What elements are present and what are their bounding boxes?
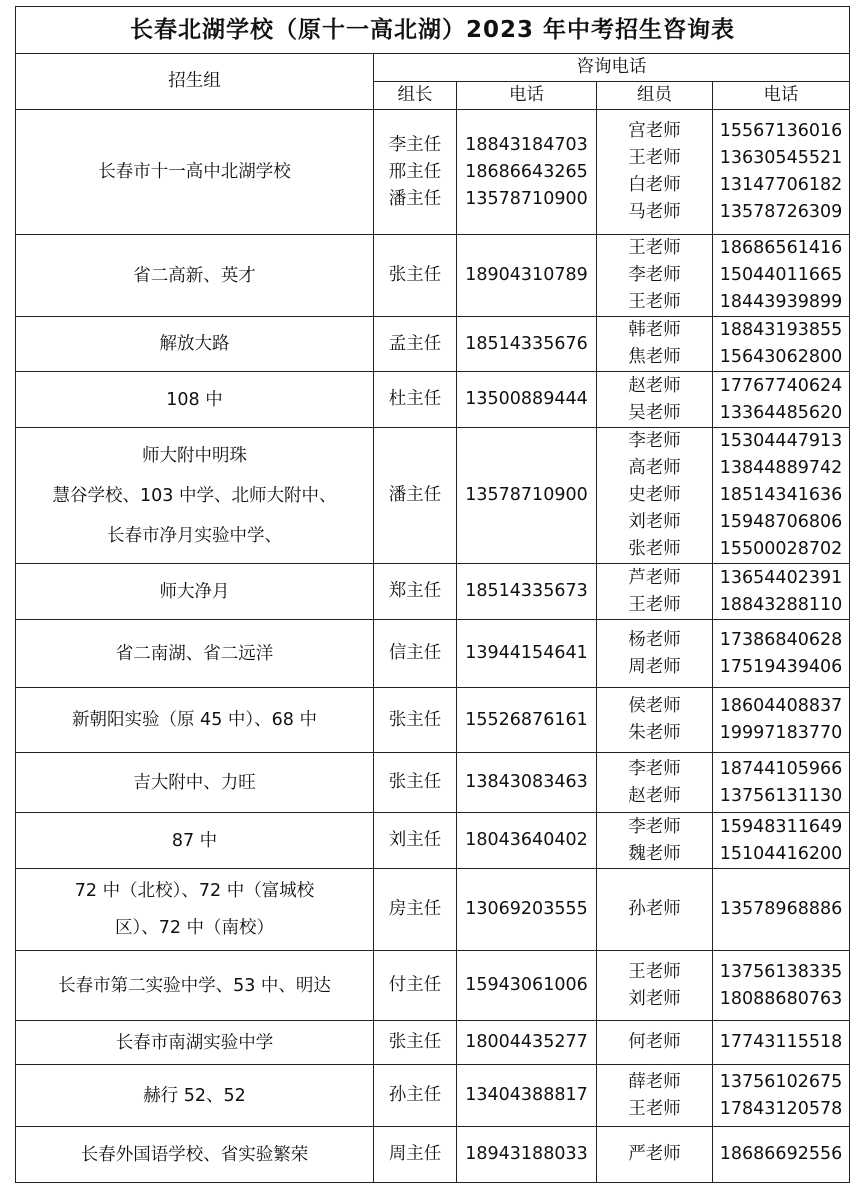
leader-phone-cell bbox=[457, 564, 597, 620]
leader-phone-cell bbox=[457, 951, 597, 1021]
leader-phone-cell bbox=[457, 753, 597, 813]
member-phone: 18604408837 bbox=[719, 696, 843, 716]
header-leader-phone: 电话 bbox=[457, 82, 597, 110]
leader-cell bbox=[374, 110, 457, 235]
header-row-1 bbox=[16, 54, 850, 82]
group-cell bbox=[16, 813, 374, 869]
group-cell bbox=[16, 110, 374, 235]
member-name: 李老师 bbox=[628, 816, 681, 837]
leader-phone: 13578710900 bbox=[465, 485, 588, 505]
group-cell bbox=[16, 428, 374, 564]
leader-phone: 18943188033 bbox=[465, 1144, 588, 1164]
table-row bbox=[16, 1021, 850, 1065]
leader-name: 刘主任 bbox=[388, 830, 442, 850]
member-name: 高老师 bbox=[628, 458, 681, 478]
member-name: 白老师 bbox=[628, 175, 681, 195]
member-name: 孙老师 bbox=[628, 899, 681, 919]
leader-cell bbox=[374, 1127, 457, 1183]
member-name: 薛老师 bbox=[628, 1071, 681, 1092]
member-phone: 15304447913 bbox=[719, 431, 843, 451]
member-phone: 15643062800 bbox=[719, 347, 843, 367]
table-body bbox=[16, 110, 850, 1183]
leader-phone: 18686643265 bbox=[465, 161, 588, 182]
member-phone: 17843120578 bbox=[719, 1098, 843, 1119]
header-consult-phone: 咨询电话 bbox=[374, 54, 850, 82]
table-row bbox=[16, 869, 850, 951]
member-phone: 18088680763 bbox=[719, 988, 843, 1009]
group-name: 长春市南湖实验中学 bbox=[115, 1032, 274, 1053]
member-cell bbox=[597, 869, 713, 951]
member-phone: 13364485620 bbox=[719, 402, 843, 423]
leader-phone: 13404388817 bbox=[465, 1085, 588, 1105]
leader-phone-cell bbox=[457, 813, 597, 869]
header-member-phone: 电话 bbox=[713, 82, 850, 110]
header-group: 招生组 bbox=[16, 54, 374, 110]
leader-phone: 15943061006 bbox=[465, 975, 588, 995]
leader-name: 张主任 bbox=[388, 709, 442, 730]
group-cell bbox=[16, 1127, 374, 1183]
member-name: 马老师 bbox=[628, 202, 681, 222]
member-phone-cell bbox=[713, 1065, 850, 1127]
group-name: 区）、72 中（南校） bbox=[114, 917, 275, 938]
group-name: 慧谷学校、103 中学、北师大附中、 bbox=[52, 485, 337, 506]
member-phone: 18744105966 bbox=[719, 758, 843, 779]
leader-name: 郑主任 bbox=[388, 581, 442, 601]
leader-cell bbox=[374, 428, 457, 564]
member-phone-cell bbox=[713, 110, 850, 235]
member-phone: 13756131130 bbox=[719, 785, 843, 806]
member-name: 杨老师 bbox=[628, 629, 681, 650]
table-row bbox=[16, 813, 850, 869]
member-phone: 18843193855 bbox=[719, 320, 843, 340]
leader-phone: 15526876161 bbox=[465, 709, 588, 730]
group-name: 长春外国语学校、省实验繁荣 bbox=[80, 1144, 309, 1165]
leader-phone: 13069203555 bbox=[465, 899, 588, 919]
leader-phone-cell bbox=[457, 869, 597, 951]
table-row bbox=[16, 317, 850, 372]
leader-cell bbox=[374, 1021, 457, 1065]
member-phone: 13147706182 bbox=[719, 175, 843, 195]
member-name: 李老师 bbox=[628, 758, 681, 779]
table-row bbox=[16, 1127, 850, 1183]
header-leader: 组长 bbox=[374, 82, 457, 110]
member-phone: 15948706806 bbox=[719, 512, 843, 532]
leader-cell bbox=[374, 317, 457, 372]
member-name: 宫老师 bbox=[628, 121, 681, 141]
leader-phone-cell bbox=[457, 235, 597, 317]
group-cell bbox=[16, 564, 374, 620]
leader-phone-cell bbox=[457, 1021, 597, 1065]
title-row bbox=[16, 7, 850, 54]
member-name: 王老师 bbox=[628, 1098, 681, 1119]
member-phone-cell bbox=[713, 753, 850, 813]
leader-name: 张主任 bbox=[388, 1032, 442, 1052]
group-name: 108 中 bbox=[166, 389, 223, 410]
leader-name: 信主任 bbox=[388, 643, 442, 663]
member-name: 李老师 bbox=[628, 431, 681, 451]
table-row bbox=[16, 564, 850, 620]
leader-phone: 18043640402 bbox=[465, 830, 588, 850]
leader-phone-cell bbox=[457, 620, 597, 688]
member-phone-cell bbox=[713, 869, 850, 951]
group-cell bbox=[16, 1021, 374, 1065]
member-phone: 15948311649 bbox=[719, 816, 843, 837]
member-phone-cell bbox=[713, 564, 850, 620]
member-cell bbox=[597, 1127, 713, 1183]
member-cell bbox=[597, 564, 713, 620]
group-name: 长春市第二实验中学、53 中、明达 bbox=[58, 975, 331, 996]
member-phone-cell bbox=[713, 428, 850, 564]
leader-name: 房主任 bbox=[388, 899, 442, 919]
leader-name: 孙主任 bbox=[388, 1085, 442, 1105]
member-name: 李老师 bbox=[628, 265, 681, 285]
member-phone: 13756102675 bbox=[719, 1071, 843, 1092]
table-row bbox=[16, 372, 850, 428]
group-cell bbox=[16, 869, 374, 951]
member-name: 周老师 bbox=[628, 656, 681, 677]
member-phone: 18843288110 bbox=[719, 594, 843, 615]
member-phone-cell bbox=[713, 951, 850, 1021]
group-name: 87 中 bbox=[171, 830, 218, 851]
member-name: 韩老师 bbox=[628, 320, 681, 340]
group-name: 吉大附中、力旺 bbox=[133, 772, 256, 793]
leader-cell bbox=[374, 753, 457, 813]
group-cell bbox=[16, 317, 374, 372]
member-name: 刘老师 bbox=[628, 512, 681, 532]
group-name: 72 中（北校）、72 中（富城校 bbox=[74, 880, 315, 901]
member-phone: 13654402391 bbox=[719, 567, 843, 588]
leader-phone-cell bbox=[457, 1127, 597, 1183]
member-name: 赵老师 bbox=[628, 375, 681, 396]
table-row bbox=[16, 688, 850, 753]
member-phone: 18514341636 bbox=[719, 485, 843, 505]
member-phone: 13630545521 bbox=[719, 148, 843, 168]
member-cell bbox=[597, 317, 713, 372]
leader-phone-cell bbox=[457, 688, 597, 753]
member-name: 王老师 bbox=[628, 961, 681, 982]
leader-cell bbox=[374, 688, 457, 753]
leader-cell bbox=[374, 564, 457, 620]
leader-name: 付主任 bbox=[388, 975, 442, 995]
leader-name: 邢主任 bbox=[388, 161, 442, 182]
header-member: 组员 bbox=[597, 82, 713, 110]
member-name: 侯老师 bbox=[628, 696, 681, 716]
leader-phone: 13500889444 bbox=[465, 389, 588, 409]
member-name: 张老师 bbox=[628, 539, 681, 559]
member-cell bbox=[597, 1065, 713, 1127]
group-name: 师大净月 bbox=[159, 581, 230, 602]
leader-cell bbox=[374, 951, 457, 1021]
member-cell bbox=[597, 620, 713, 688]
member-cell bbox=[597, 428, 713, 564]
group-name: 解放大路 bbox=[159, 334, 230, 354]
member-name: 王老师 bbox=[628, 594, 681, 615]
member-phone: 17386840628 bbox=[719, 629, 843, 650]
member-cell bbox=[597, 372, 713, 428]
table-row bbox=[16, 428, 850, 564]
member-cell bbox=[597, 753, 713, 813]
leader-name: 孟主任 bbox=[388, 333, 442, 354]
member-cell bbox=[597, 813, 713, 869]
table-row bbox=[16, 951, 850, 1021]
member-phone-cell bbox=[713, 317, 850, 372]
member-name: 王老师 bbox=[628, 148, 681, 168]
member-name: 芦老师 bbox=[628, 567, 681, 588]
member-name: 朱老师 bbox=[628, 723, 681, 743]
member-cell bbox=[597, 1021, 713, 1065]
member-name: 魏老师 bbox=[628, 843, 681, 864]
group-name: 师大附中明珠 bbox=[142, 445, 247, 466]
table-row bbox=[16, 235, 850, 317]
member-phone-cell bbox=[713, 1021, 850, 1065]
member-name: 吴老师 bbox=[628, 402, 681, 423]
leader-cell bbox=[374, 869, 457, 951]
member-phone: 17743115518 bbox=[719, 1032, 843, 1052]
leader-phone: 18843184703 bbox=[465, 134, 588, 155]
leader-cell bbox=[374, 1065, 457, 1127]
member-cell bbox=[597, 688, 713, 753]
leader-phone: 13578710900 bbox=[465, 188, 588, 209]
leader-name: 周主任 bbox=[388, 1144, 442, 1164]
member-phone: 17767740624 bbox=[719, 375, 843, 396]
leader-name: 杜主任 bbox=[388, 389, 442, 409]
leader-phone-cell bbox=[457, 1065, 597, 1127]
leader-name: 李主任 bbox=[388, 134, 442, 155]
group-name: 长春市十一高中北湖学校 bbox=[98, 162, 291, 182]
member-phone: 15500028702 bbox=[719, 539, 843, 559]
consultation-table bbox=[15, 6, 850, 1183]
table-row bbox=[16, 753, 850, 813]
member-name: 史老师 bbox=[628, 485, 681, 505]
member-phone: 19997183770 bbox=[719, 723, 843, 743]
member-phone: 18686692556 bbox=[719, 1144, 843, 1164]
member-phone: 13756138335 bbox=[719, 961, 843, 982]
consultation-table-container bbox=[15, 6, 849, 1183]
table-row bbox=[16, 110, 850, 235]
member-phone: 13578968886 bbox=[719, 899, 843, 919]
member-name: 焦老师 bbox=[628, 347, 681, 367]
group-cell bbox=[16, 620, 374, 688]
group-name: 省二高新、英才 bbox=[133, 265, 256, 286]
member-name: 王老师 bbox=[628, 292, 681, 312]
leader-cell bbox=[374, 372, 457, 428]
member-phone: 18686561416 bbox=[719, 238, 843, 258]
leader-name: 潘主任 bbox=[388, 188, 442, 209]
leader-name: 潘主任 bbox=[388, 485, 442, 505]
member-phone: 18443939899 bbox=[719, 292, 843, 312]
group-name: 省二南湖、省二远洋 bbox=[115, 643, 274, 664]
member-name: 刘老师 bbox=[628, 988, 681, 1009]
member-name: 严老师 bbox=[628, 1144, 681, 1164]
leader-cell bbox=[374, 235, 457, 317]
member-name: 何老师 bbox=[628, 1032, 681, 1052]
member-phone: 15044011665 bbox=[719, 265, 843, 285]
member-phone: 13578726309 bbox=[719, 202, 843, 222]
leader-name: 张主任 bbox=[388, 772, 442, 792]
group-cell bbox=[16, 235, 374, 317]
member-phone: 15567136016 bbox=[719, 121, 843, 141]
member-cell bbox=[597, 235, 713, 317]
member-phone-cell bbox=[713, 688, 850, 753]
member-phone: 15104416200 bbox=[719, 843, 843, 864]
member-phone: 17519439406 bbox=[719, 656, 843, 677]
member-cell bbox=[597, 951, 713, 1021]
table-title: 长春北湖学校（原十一高北湖）2023 年中考招生咨询表 bbox=[16, 7, 850, 54]
member-name: 赵老师 bbox=[628, 785, 681, 806]
group-cell bbox=[16, 753, 374, 813]
leader-phone-cell bbox=[457, 428, 597, 564]
leader-phone-cell bbox=[457, 372, 597, 428]
table-row bbox=[16, 620, 850, 688]
member-name: 王老师 bbox=[628, 238, 681, 258]
group-name: 新朝阳实验（原 45 中）、68 中 bbox=[72, 710, 317, 730]
leader-phone-cell bbox=[457, 317, 597, 372]
group-cell bbox=[16, 951, 374, 1021]
member-phone-cell bbox=[713, 235, 850, 317]
member-phone-cell bbox=[713, 620, 850, 688]
leader-phone: 18904310789 bbox=[465, 265, 588, 285]
leader-phone: 13843083463 bbox=[465, 772, 588, 792]
member-phone-cell bbox=[713, 1127, 850, 1183]
group-name: 赫行 52、52 bbox=[143, 1085, 246, 1106]
leader-phone-cell bbox=[457, 110, 597, 235]
leader-name: 张主任 bbox=[388, 265, 442, 285]
member-phone-cell bbox=[713, 813, 850, 869]
group-cell bbox=[16, 1065, 374, 1127]
leader-cell bbox=[374, 813, 457, 869]
member-phone-cell bbox=[713, 372, 850, 428]
leader-cell bbox=[374, 620, 457, 688]
leader-phone: 13944154641 bbox=[465, 643, 588, 663]
member-phone: 13844889742 bbox=[719, 458, 843, 478]
leader-phone: 18514335676 bbox=[465, 333, 588, 354]
group-cell bbox=[16, 688, 374, 753]
member-cell bbox=[597, 110, 713, 235]
leader-phone: 18004435277 bbox=[465, 1032, 588, 1052]
table-row bbox=[16, 1065, 850, 1127]
group-name: 长春市净月实验中学、 bbox=[107, 525, 282, 546]
leader-phone: 18514335673 bbox=[465, 581, 588, 601]
group-cell bbox=[16, 372, 374, 428]
